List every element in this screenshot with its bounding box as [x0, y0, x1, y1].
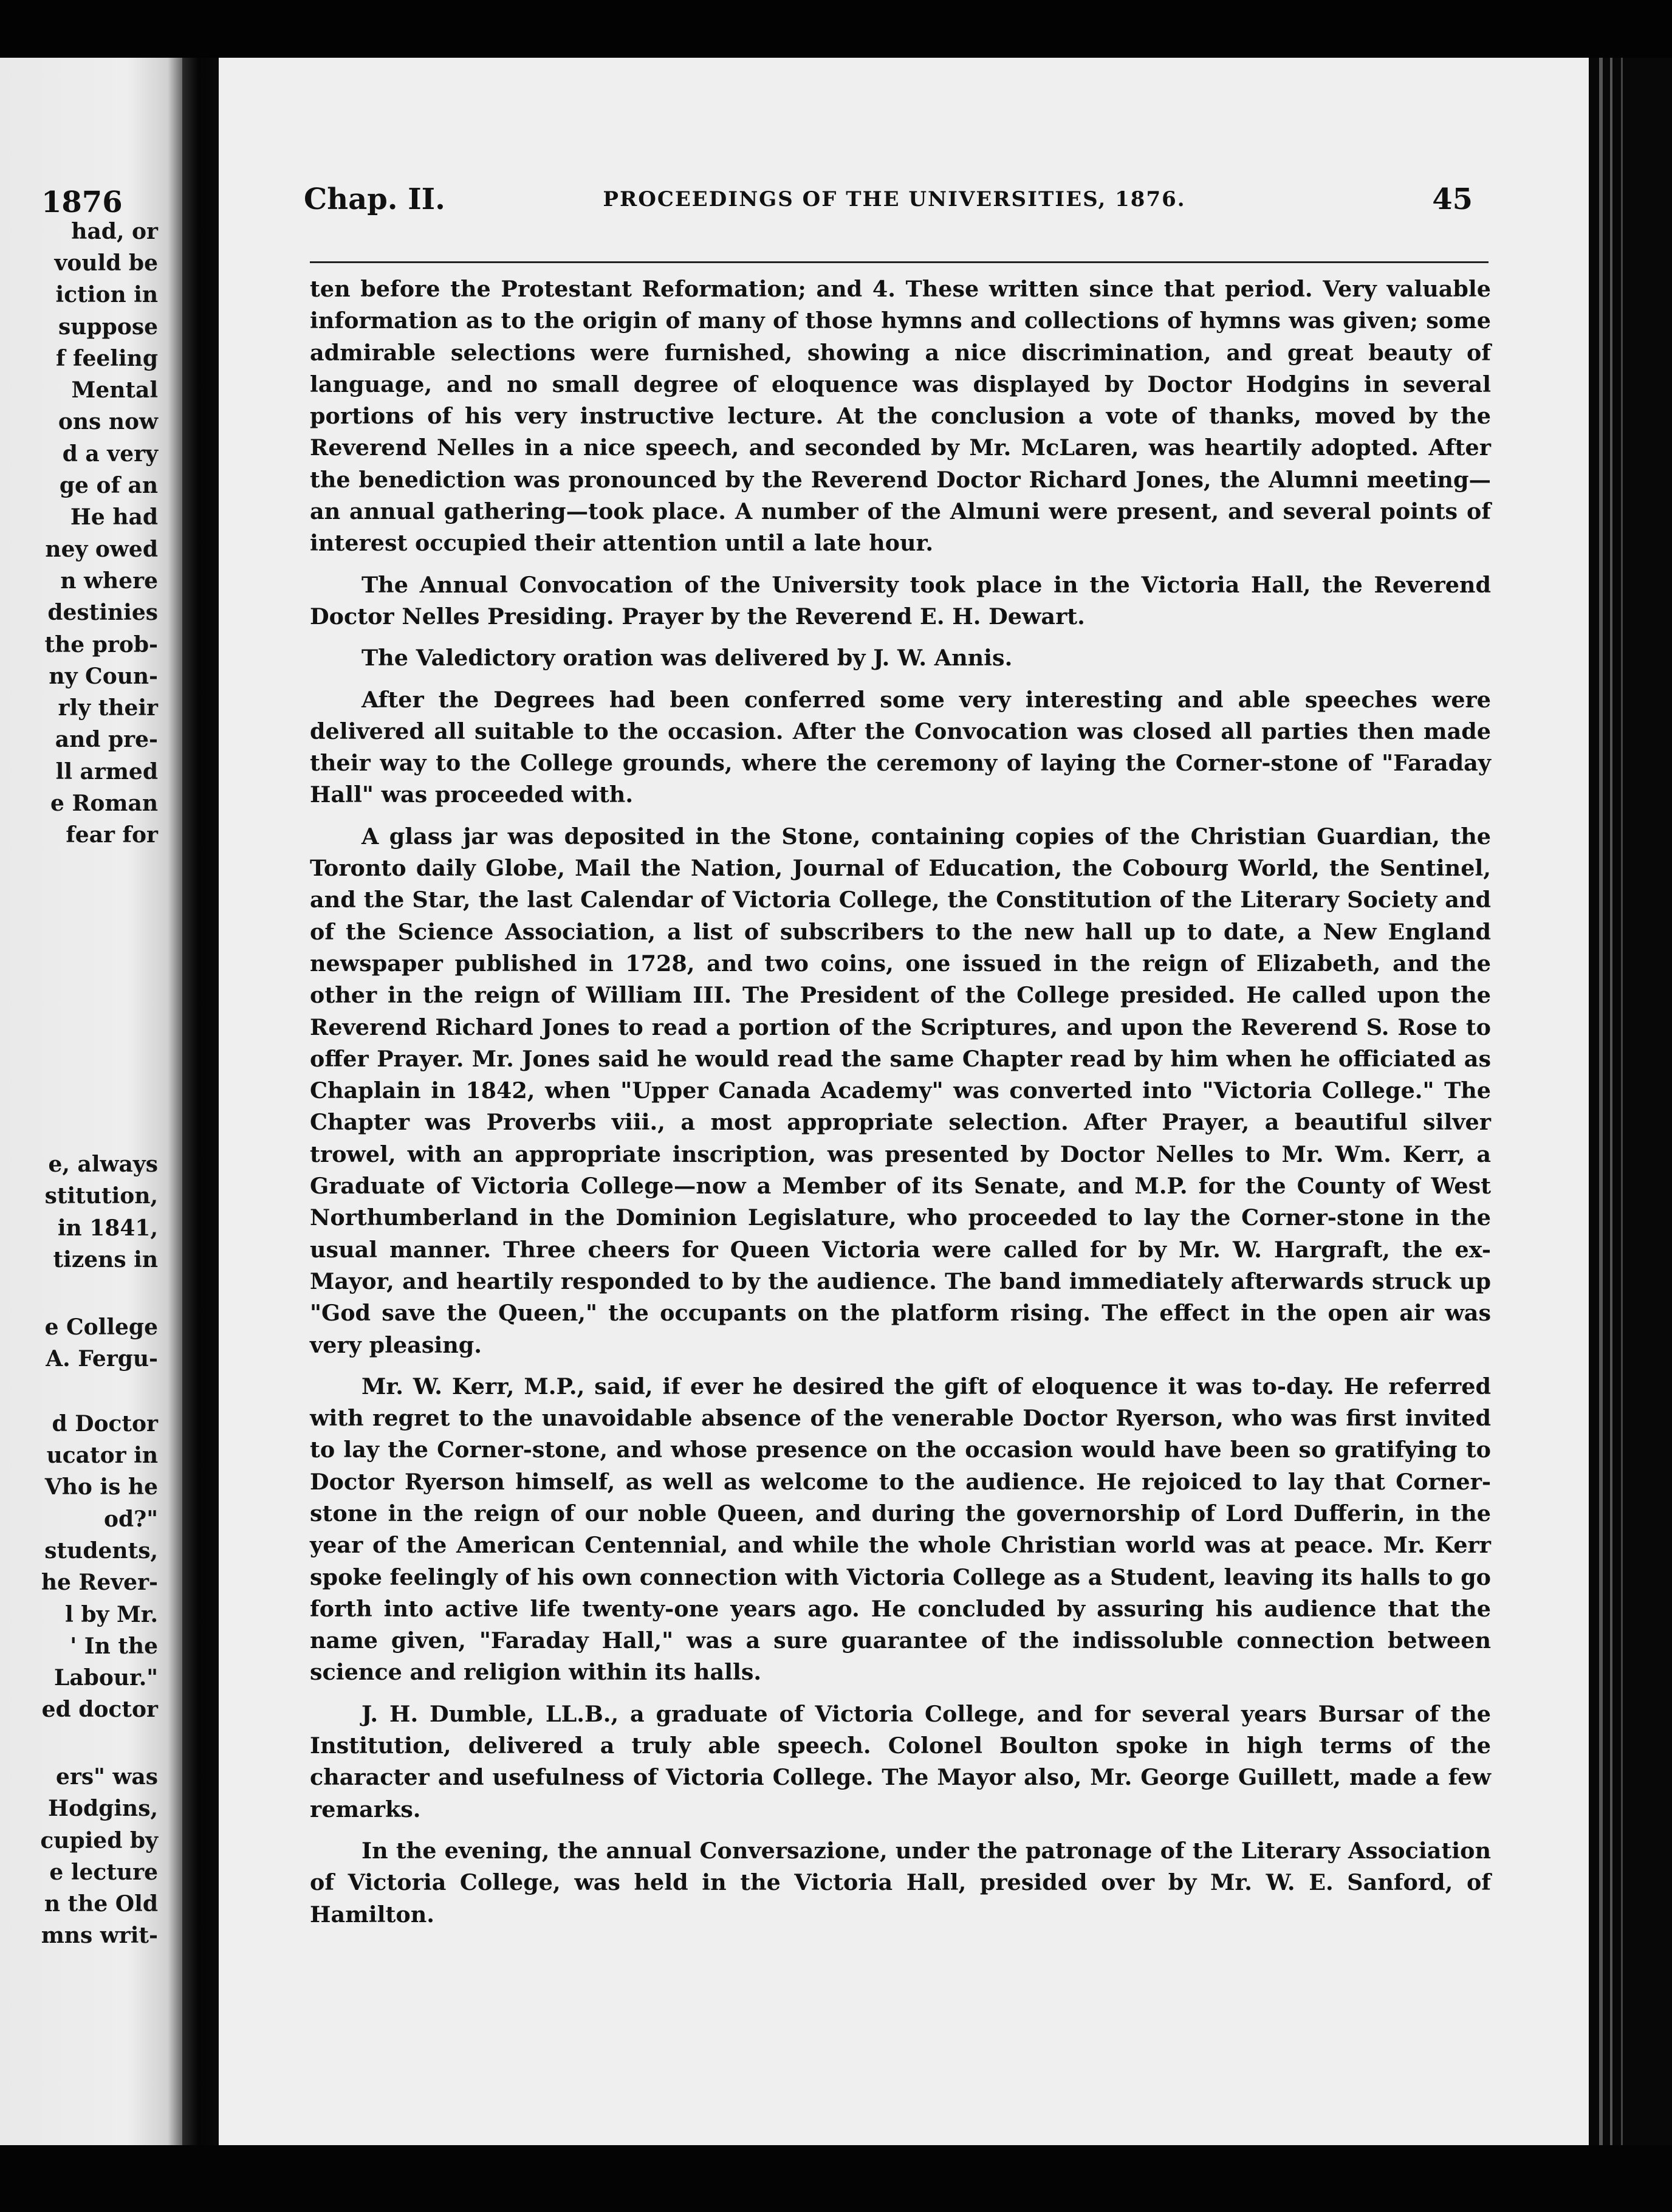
page-number: 45 — [1432, 182, 1473, 216]
facing-page-line: fear for — [66, 822, 158, 848]
facing-page-line: He had — [70, 504, 158, 530]
facing-page-line: n where — [60, 568, 158, 594]
page-edge-line — [1610, 58, 1612, 2212]
facing-page-line: Mental — [71, 377, 158, 403]
facing-page-line: the prob- — [44, 632, 158, 658]
scan-bottom-border — [0, 2145, 1672, 2212]
facing-page-line: l by Mr. — [65, 1602, 158, 1627]
paragraph: J. H. Dumble, LL.B., a graduate of Victoria College, and for several years Bursar of the Institution, delivered a truly able speech. Colonel Boulton spoke in high terms of the character and usefulness of Victoria College. The Mayor also, Mr. George Guillett, made a few remarks. — [310, 1700, 1491, 1822]
facing-page-line: ny Coun- — [49, 664, 158, 689]
facing-page-line: stitution, — [44, 1183, 158, 1209]
facing-page-line: f feeling — [55, 346, 158, 371]
facing-page-line: e, always — [48, 1152, 158, 1177]
facing-page-line: ney owed — [45, 537, 158, 562]
facing-page-line: ge of an — [59, 473, 158, 498]
facing-page-line: cupied by — [40, 1828, 158, 1853]
paragraph: ten before the Protestant Reformation; and 4. These written since that period. Very valuable information as to the origin of many of those hymns and collections of hymns was given; some admirable selections were furnished, showing a nice discrimination, and great beauty of language, and no small degree of eloquence was displayed by Doctor Hodgins in several portions of his very instructive lecture. At the conclusion a vote of thanks, moved by the Reverend Nelles in a nice speech, and seconded by Mr. McLaren, was heartily adopted. After the benediction was pronounced by the Reverend Doctor Richard Jones, the Alumni meeting—an annual gathering—took place. A number of the Almuni were present, and several points of interest occupied their attention until a late hour. — [310, 276, 1491, 557]
facing-page-line: he Rever- — [41, 1570, 158, 1595]
facing-page-line: Hodgins, — [47, 1796, 158, 1821]
facing-page-line: Labour." — [54, 1665, 158, 1691]
facing-page-line: tizens in — [53, 1247, 158, 1273]
header-rule — [310, 261, 1489, 263]
facing-page-line: rly their — [58, 695, 158, 721]
facing-page-line: ed doctor — [41, 1697, 158, 1722]
chapter-label: Chap. II. — [304, 182, 445, 216]
paragraph: A glass jar was deposited in the Stone, containing copies of the Christian Guardian, the Toronto daily Globe, Mail the Nation, Journal of Education, the Cobourg World, the Sentinel, and the Star, the last Calendar of Victoria College, the Constitution of the Literary Society and of the Science Association, a list of subscribers to the new hall up to date, a New England newspaper published in 1728, and two coins, one issued in the reign of Elizabeth, and the other in the reign of William III. The President of the College presided. He called upon the Reverend Richard Jones to read a portion of the Scriptures, and upon the Reverend S. Rose to offer Prayer. Mr. Jones said he would read the same Chapter read by him when he officiated as Chaplain in 1842, when "Upper Canada Academy" was converted into "Victoria College." The Chapter was Proverbs viii., a most appropriate selection. After Prayer, a beautiful silver trowel, with an appropriate inscription, was presented by Doctor Nelles to Mr. Wm. Kerr, a Graduate of Victoria College—now a Member of its Senate, and M.P. for the County of West Northumberland in the Dominion Legislature, who proceeded to lay the Corner-stone in the usual manner. Three cheers for Queen Victoria were called for by Mr. W. Hargraft, the ex-Mayor, and heartily responded to by the audience. The band immediately afterwards struck up "God save the Queen," the occupants on the platform rising. The effect in the open air was very pleasing. — [310, 823, 1491, 1358]
facing-page-fragment — [0, 58, 182, 2145]
paragraph: The Valedictory oration was delivered by J. W. Annis. — [361, 645, 1013, 672]
running-header — [304, 182, 1485, 237]
facing-page-line: ll armed — [55, 759, 158, 785]
facing-page-line: e lecture — [49, 1860, 158, 1885]
facing-page-line: ucator in — [46, 1443, 158, 1468]
facing-page-number: 1876 — [41, 185, 123, 219]
facing-page-line: and pre- — [55, 727, 158, 752]
facing-page-line: od?" — [103, 1506, 158, 1532]
paragraph: In the evening, the annual Conversazione, under the patronage of the Literary Association of Victoria College, was held in the Victoria Hall, presided over by Mr. W. E. Sanford, of Hamilton. — [310, 1837, 1491, 1928]
running-title: PROCEEDINGS OF THE UNIVERSITIES, 1876. — [603, 187, 1186, 211]
paragraph: After the Degrees had been conferred some very interesting and able speeches were delivered all suitable to the occasion. After the Convocation was closed all parties then made their way to the College grounds, where the ceremony of laying the Corner-stone of "Faraday Hall" was proceeded with. — [310, 686, 1491, 808]
facing-page-line: students, — [44, 1538, 158, 1564]
page-edge-line — [1621, 58, 1623, 2212]
facing-page-line: ' In the — [70, 1633, 158, 1659]
facing-page-line: e Roman — [50, 791, 158, 816]
facing-page-line: e College — [44, 1314, 158, 1340]
facing-page-line: destinies — [47, 600, 158, 625]
main-page — [219, 58, 1589, 2145]
paragraph: Mr. W. Kerr, M.P., said, if ever he desired the gift of eloquence it was to-day. He referred with regret to the unavoidable absence of the venerable Doctor Ryerson, who was first invited to lay the Corner-stone, and whose presence on the occasion would have been so gratifying to Doctor Ryerson himself, as well as welcome to the audience. He rejoiced to lay that Corner-stone in the reign of our noble Queen, and during the governorship of Lord Dufferin, in the year of the American Centennial, and while the whole Christian world was at peace. Mr. Kerr spoke feelingly of his own connection with Victoria College as a Student, leaving its halls to go forth into active life twenty-one years ago. He concluded by assuring his audience that the name given, "Faraday Hall," was a sure guarantee of the indissoluble connection between science and religion within its halls. — [310, 1373, 1491, 1686]
facing-page-line: d a very — [62, 441, 158, 467]
facing-page-line: vould be — [54, 250, 158, 276]
paragraph: The Annual Convocation of the University took place in the Victoria Hall, the Reverend Doctor Nelles Presiding. Prayer by the Reverend E. H. Dewart. — [310, 571, 1491, 630]
facing-page-line: mns writ- — [41, 1923, 158, 1948]
facing-page-line: d Doctor — [52, 1411, 158, 1437]
facing-page-line: A. Fergu- — [46, 1346, 158, 1372]
body-text — [310, 273, 1491, 1931]
book-gutter — [182, 58, 219, 2145]
facing-page-line: ers" was — [55, 1764, 158, 1790]
scan-top-border — [0, 0, 1672, 58]
facing-page-line: suppose — [58, 314, 158, 340]
facing-page-line: had, or — [71, 219, 158, 244]
facing-page-line: in 1841, — [57, 1215, 158, 1241]
facing-page-line: Vho is he — [44, 1474, 158, 1500]
facing-page-line: iction in — [55, 282, 158, 307]
facing-page-line: n the Old — [44, 1891, 158, 1917]
facing-page-line: ons now — [58, 409, 158, 434]
page-edge-line — [1599, 58, 1603, 2212]
